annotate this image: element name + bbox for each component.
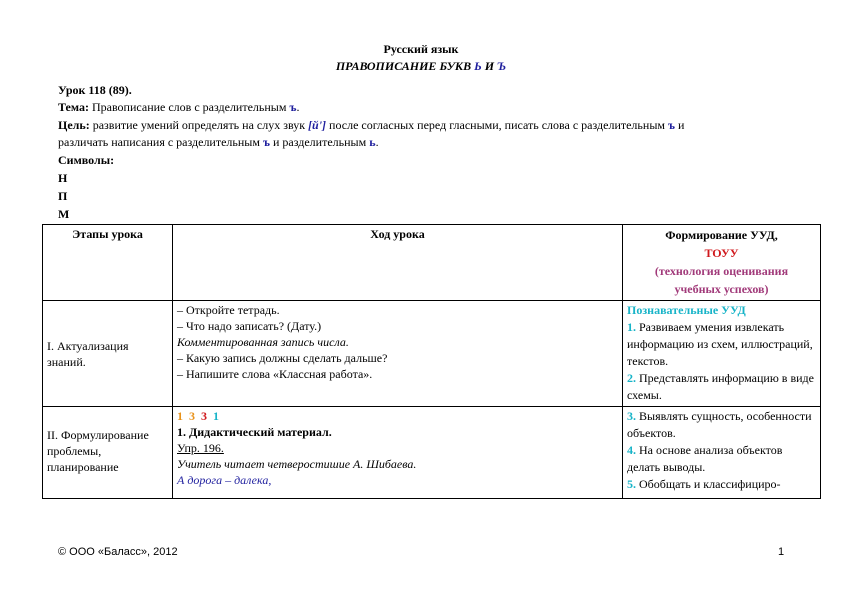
symbol-n: Н xyxy=(58,171,68,185)
goal-line-2a: различать написания с разделительным xyxy=(58,135,260,149)
title-letter-soft: Ь xyxy=(474,59,482,73)
topic-text: Правописание слов с разделительным xyxy=(91,100,287,114)
uud-cell-2 xyxy=(623,407,821,499)
course-cell-2 xyxy=(173,407,623,499)
topic-end: . xyxy=(296,100,300,114)
uud-item-number: 1. xyxy=(627,320,636,334)
symbol-number: 3 xyxy=(189,409,195,423)
header-uud-title: Формирование УУД, xyxy=(665,228,778,242)
goal-line-1 xyxy=(58,117,684,133)
goal-letter-1: ъ xyxy=(667,118,675,132)
uud-item-number: 2. xyxy=(627,371,636,385)
uud-item-text: На основе анализа объектов делать выводы. xyxy=(627,443,783,474)
topic-label: Тема: xyxy=(58,100,89,114)
table-row xyxy=(43,301,821,407)
goal-letter-3: ь xyxy=(369,135,376,149)
symbol-m: М xyxy=(58,207,70,221)
uud-item-text: Развиваем умения извлекать информацию из схем, иллюстраций, текстов. xyxy=(627,320,813,368)
uud-item-text: Выявлять сущность, особенности объектов. xyxy=(627,409,812,440)
uud-item xyxy=(627,370,816,404)
footer-copyright: © ООО «Баласс», 2012 xyxy=(58,546,178,558)
title-letter-hard: Ъ xyxy=(497,59,507,73)
header-uud-tech: ТОУУ xyxy=(704,246,739,260)
course-cell-1 xyxy=(173,301,623,407)
title-and: И xyxy=(484,59,495,73)
uud-heading: Познавательные УУД xyxy=(627,303,746,317)
teacher-note: Учитель читает четверостишие А. Шибаева. xyxy=(177,457,417,471)
poem-line: А дорога – далека, xyxy=(177,473,272,487)
goal-text-2: после согласных перед гласными, писать слова с разделительным xyxy=(329,118,665,132)
course-line: – Что надо записать? (Дату.) xyxy=(177,319,322,333)
lesson-number: Урок 118 (89). xyxy=(58,83,132,97)
uud-item-number: 3. xyxy=(627,409,636,423)
header-uud-note-1: (технология оценивания xyxy=(654,264,789,278)
goal-text-3: и xyxy=(677,118,685,132)
header-uud-note-2: учебных успехов) xyxy=(674,282,769,296)
uud-item xyxy=(627,476,816,493)
course-line: – Напишите слова «Классная работа». xyxy=(177,367,373,381)
symbol-numbers xyxy=(177,408,618,424)
goal-line-2b: и разделительным xyxy=(272,135,367,149)
goal-text-1: развитие умений определять на слух звук xyxy=(92,118,306,132)
table-row xyxy=(43,407,821,499)
topic-line xyxy=(58,99,299,115)
symbol-p: П xyxy=(58,189,68,203)
symbols-label: Символы: xyxy=(58,153,115,167)
uud-item-number: 4. xyxy=(627,443,636,457)
material-heading: 1. Дидактический материал. xyxy=(177,425,332,439)
course-line: – Откройте тетрадь. xyxy=(177,303,280,317)
goal-end: . xyxy=(375,135,379,149)
header-stages: Этапы урока xyxy=(43,225,173,301)
lesson-title xyxy=(0,59,842,74)
goal-label: Цель: xyxy=(58,118,90,132)
lesson-table xyxy=(42,224,821,499)
goal-letter-2: ъ xyxy=(262,135,270,149)
symbol-number: 1 xyxy=(213,409,219,423)
table-header-row xyxy=(43,225,821,301)
topic-letter: ъ xyxy=(289,100,297,114)
uud-item-text: Обобщать и классифициро- xyxy=(639,477,781,491)
header-uud xyxy=(623,225,821,301)
course-line: Комментированная запись числа. xyxy=(177,335,349,349)
symbol-number: 3 xyxy=(201,409,207,423)
stage-1: I. Актуализация знаний. xyxy=(43,301,173,407)
uud-cell-1 xyxy=(623,301,821,407)
stage-2: II. Формулирование проблемы, планирование xyxy=(43,407,173,499)
subject-heading: Русский язык xyxy=(383,42,459,56)
uud-item-text: Представлять информацию в виде схемы. xyxy=(627,371,814,402)
course-line: – Какую запись должны сделать дальше? xyxy=(177,351,388,365)
symbol-number: 1 xyxy=(177,409,183,423)
header-course: Ход урока xyxy=(173,225,623,301)
uud-item xyxy=(627,408,816,442)
goal-sound: [й'] xyxy=(308,118,327,132)
uud-item-number: 5. xyxy=(627,477,636,491)
uud-item xyxy=(627,442,816,476)
exercise-ref: Упр. 196. xyxy=(177,441,224,455)
title-prefix: ПРАВОПИСАНИЕ БУКВ xyxy=(335,59,472,73)
page-number: 1 xyxy=(778,546,785,558)
goal-line-2 xyxy=(58,134,379,150)
uud-item xyxy=(627,319,816,370)
